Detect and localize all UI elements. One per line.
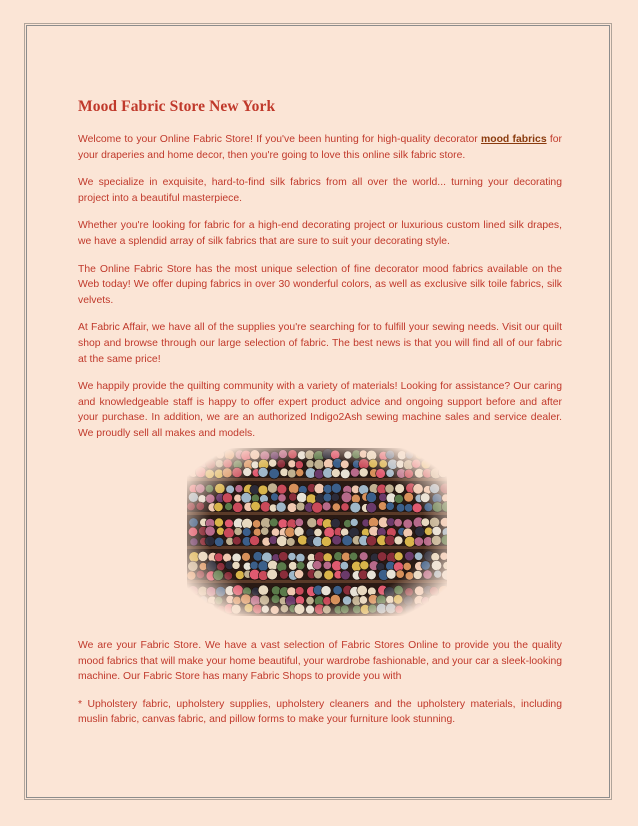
paragraph-fabric-affair: At Fabric Affair, we have all of the supplies you're searching for to fulfill your sewing needs. Visit our quilt shop and browse through our large selection of fabric. The best news is that you will find all of our fabric at the same price! [78,322,562,365]
paragraph-online-store: The Online Fabric Store has the most unique selection of fine decorator mood fabrics available on the Web today! We offer duping fabrics in over 30 wonderful colors, as well as exclusive silk toile fabrics, silk velvets. [78,263,562,306]
welcome-text-after: for your draperies and home decor, then you're going to love this online silk fabric store. [78,134,563,161]
mood-fabrics-link[interactable]: mood fabrics [480,134,547,145]
paragraph-specialize: We specialize in exquisite, hard-to-find silk fabrics from all over the world... turning your decorating project into a beautiful masterpiece. [78,177,562,204]
paragraph-whether: Whether you're looking for fabric for a high-end decorating project or luxurious custom lined silk drapes, we have a splendid array of silk fabrics that are sure to suit your decorating style. [78,220,562,247]
paragraph-fabric-store: We are your Fabric Store. We have a vast selection of Fabric Stores Online to provide you the quality mood fabrics that will make your home beautiful, your wardrobe fashionable, and your car a sleek-looking machine. Our Fabric Store has many Fabric Shops to provide you with [78,640,562,683]
fabric-rolls-image [187,448,447,616]
paragraph-welcome [78,132,562,163]
fabric-rolls-illustration [187,448,447,616]
paragraph-upholstery: * Upholstery fabric, upholstery supplies, upholstery cleaners and the upholstery materials, including muslin fabric, canvas fabric, and pillow forms to make your furniture look stunning. [78,698,562,726]
welcome-text-before: Welcome to your Online Fabric Store! If you've been hunting for high-quality decorator [78,134,481,145]
document-body [78,98,562,454]
paragraph-quilting: We happily provide the quilting community with a variety of materials! Looking for assistance? Our caring and knowledgeable staff is happy to offer expert product advice and ongoing support before and after your purchase. In addition, we are an authorized Indigo2Ash sewing machine sales and service dealer. We proudly sell all makes and models. [78,381,562,439]
page-title: Mood Fabric Store New York [78,98,276,115]
document-body-continued [78,638,562,740]
